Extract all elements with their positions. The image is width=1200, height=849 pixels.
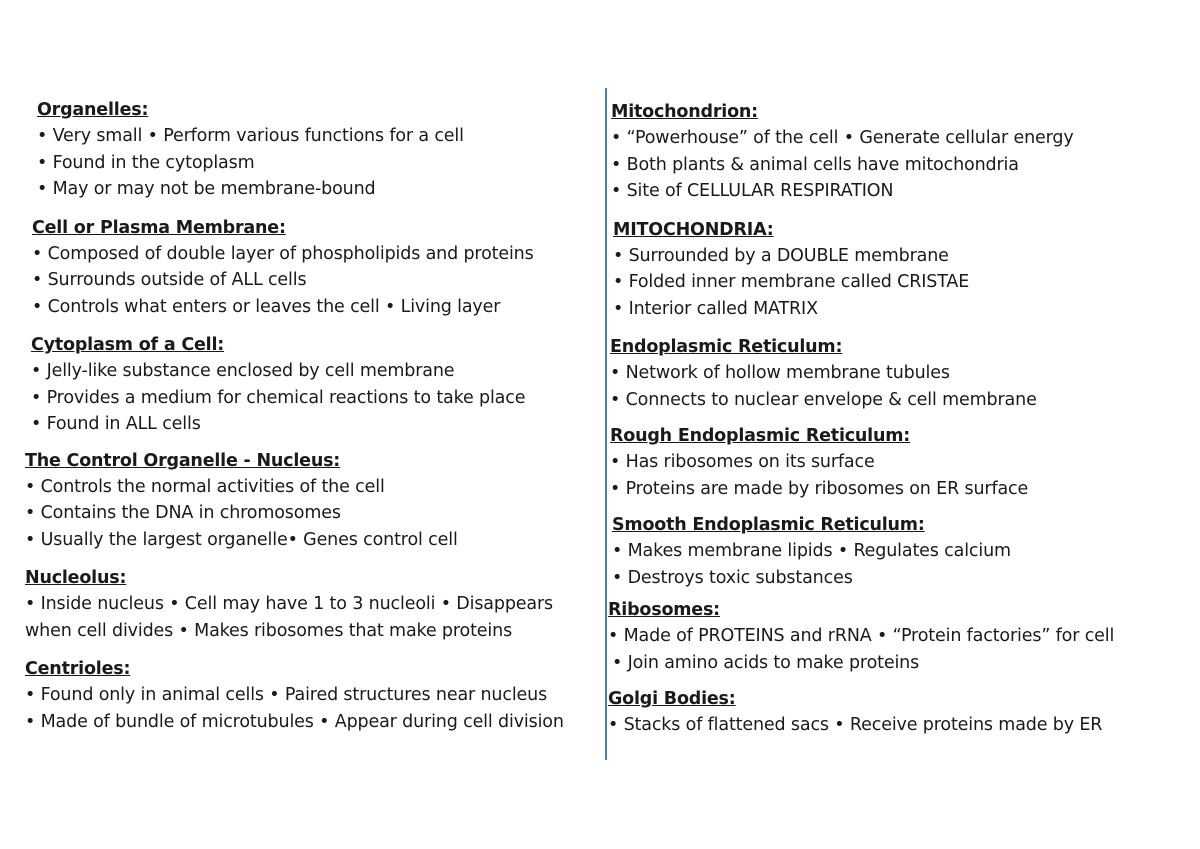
bullet-line: • Jelly-like substance enclosed by cell membrane [31, 361, 455, 381]
section-heading: Nucleolus: [25, 568, 127, 588]
bullet-line: • Made of bundle of microtubules • Appear during cell division [25, 711, 564, 732]
bullet-line: • Surrounded by a DOUBLE membrane [613, 245, 949, 266]
section-heading: Cytoplasm of a Cell: [31, 335, 225, 355]
section-heading: Golgi Bodies: [608, 689, 736, 709]
section-nucleus [25, 448, 600, 554]
bullet-line: • Contains the DNA in chromosomes [25, 503, 341, 523]
section-golgi-bodies [608, 686, 1188, 739]
section-mitochondria [613, 217, 1188, 323]
section-mitochondrion [611, 99, 1188, 205]
section-heading: MITOCHONDRIA: [613, 219, 774, 240]
right-column [608, 97, 1188, 739]
left-column [25, 97, 600, 735]
section-heading: Cell or Plasma Membrane: [32, 217, 286, 238]
bullet-line: • Site of CELLULAR RESPIRATION [611, 181, 894, 201]
bullet-line: • Very small • Perform various functions for a cell [37, 126, 464, 146]
bullet-line: • Found in ALL cells [31, 414, 201, 434]
bullet-line: • Interior called MATRIX [613, 298, 818, 319]
bullet-line: • Inside nucleus • Cell may have 1 to 3 nucleoli • Disappears [25, 594, 553, 614]
bullet-line: • Join amino acids to make proteins [612, 652, 920, 673]
column-divider [605, 88, 607, 760]
bullet-line: • Provides a medium for chemical reactions to take place [31, 387, 526, 408]
section-rough-er [610, 423, 1188, 502]
bullet-line: • Folded inner membrane called CRISTAE [613, 272, 970, 292]
bullet-line: • Surrounds outside of ALL cells [32, 270, 307, 290]
bullet-line: • Usually the largest organelle• Genes control cell [25, 529, 458, 550]
section-heading: Ribosomes: [608, 600, 720, 620]
section-organelles [37, 97, 600, 203]
bullet-line: • Proteins are made by ribosomes on ER surface [610, 478, 1029, 499]
section-heading: Mitochondrion: [611, 102, 758, 122]
bullet-line: • Both plants & animal cells have mitochondria [611, 154, 1019, 175]
bullet-line: • May or may not be membrane-bound [37, 179, 376, 199]
section-heading: Organelles: [37, 100, 149, 120]
section-ribosomes [608, 597, 1188, 676]
section-heading: Centrioles: [25, 659, 131, 679]
bullet-line: • Connects to nuclear envelope & cell membrane [610, 389, 1037, 410]
bullet-line: • Destroys toxic substances [612, 567, 853, 588]
bullet-line: • Makes membrane lipids • Regulates calcium [612, 541, 1011, 561]
section-cytoplasm [31, 332, 600, 438]
section-smooth-er [612, 512, 1188, 591]
bullet-line: • Composed of double layer of phospholipids and proteins [32, 243, 534, 264]
section-heading: Smooth Endoplasmic Reticulum: [612, 515, 925, 535]
section-heading: The Control Organelle - Nucleus: [25, 450, 341, 471]
bullet-line: • Found in the cytoplasm [37, 152, 255, 173]
section-nucleolus [25, 565, 600, 644]
bullet-line: • Controls what enters or leaves the cell • Living layer [32, 296, 501, 317]
section-endoplasmic-reticulum [610, 334, 1188, 413]
bullet-line: • “Powerhouse” of the cell • Generate cellular energy [611, 128, 1074, 148]
section-heading: Rough Endoplasmic Reticulum: [610, 426, 911, 446]
bullet-line: • Network of hollow membrane tubules [610, 363, 950, 383]
bullet-line: • Found only in animal cells • Paired structures near nucleus [25, 685, 548, 705]
section-heading: Endoplasmic Reticulum: [610, 337, 843, 357]
bullet-line: • Stacks of flattened sacs • Receive proteins made by ER [608, 715, 1103, 735]
section-centrioles [25, 656, 600, 735]
bullet-line: when cell divides • Makes ribosomes that make proteins [25, 620, 513, 641]
bullet-line: • Controls the normal activities of the cell [25, 476, 385, 497]
section-cell-membrane [32, 215, 600, 321]
bullet-line: • Made of PROTEINS and rRNA • “Protein factories” for cell [608, 626, 1115, 646]
bullet-line: • Has ribosomes on its surface [610, 452, 875, 472]
